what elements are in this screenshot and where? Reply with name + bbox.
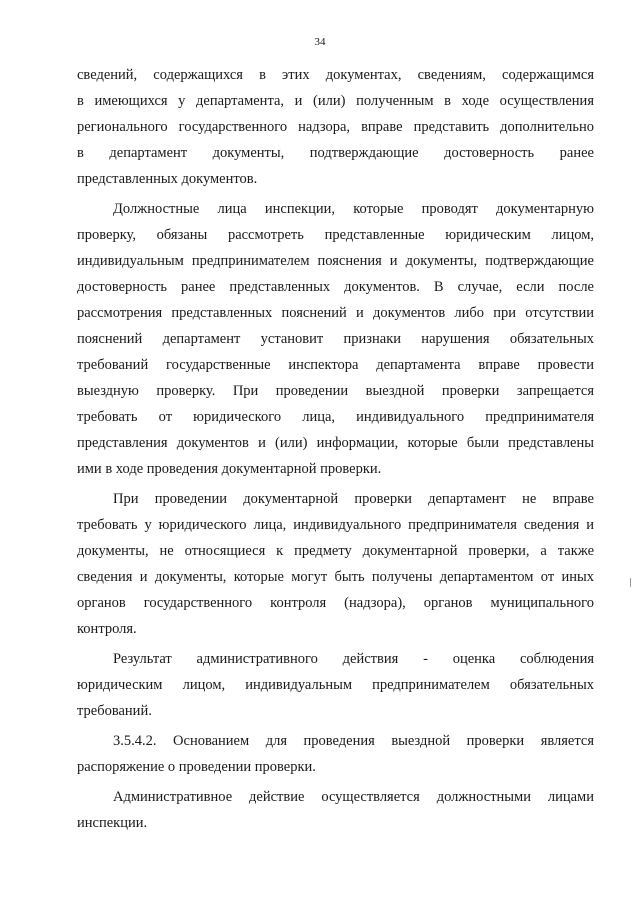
text-line: в имеющихся у департамента, и (или) полученным в ходе осуществления [77,93,594,109]
text-line: инспекции. [77,815,148,831]
scan-mark [630,578,631,587]
text-line: контроля. [77,621,137,637]
text-line: требований государственные инспектора департамента вправе провести [77,357,594,373]
text-line: 3.5.4.2. Основанием для проведения выездной проверки является [113,733,594,749]
text-line: представления документов и (или) информации, которые были представлены [77,435,594,451]
text-line: Административное действие осуществляется должностными лицами [113,789,594,805]
text-line: требовать у юридического лица, индивидуального предпринимателя сведения и [77,517,594,533]
text-line: выездную проверку. При проведении выездной проверки запрещается [77,383,594,399]
text-line: сведения и документы, которые могут быть получены департаментом от иных [77,569,594,585]
text-line: требований. [77,703,152,719]
text-line: требовать от юридического лица, индивидуального предпринимателя [77,409,594,425]
text-line: распоряжение о проведении проверки. [77,759,316,775]
page-number: 34 [314,36,326,48]
text-line: проверку, обязаны рассмотреть представленные юридическим лицом, [77,227,594,243]
text-line: в департамент документы, подтверждающие достоверность ранее [77,145,594,161]
text-line: регионального государственного надзора, вправе представить дополнительно [77,119,594,135]
text-line: Результат административного действия - оценка соблюдения [113,651,594,667]
text-line: При проведении документарной проверки департамент не вправе [113,491,594,507]
text-line: рассмотрения представленных пояснений и документов либо при отсутствии [77,305,594,321]
document-body [77,62,594,836]
text-line: документы, не относящиеся к предмету документарной проверки, а также [77,543,594,559]
text-line: органов государственного контроля (надзора), органов муниципального [77,595,594,611]
text-line: ими в ходе проведения документарной проверки. [77,461,382,477]
text-line: Должностные лица инспекции, которые проводят документарную [113,201,594,217]
text-line: представленных документов. [77,171,258,187]
text-line: достоверность ранее представленных документов. В случае, если после [77,279,594,295]
text-line: индивидуальным предпринимателем пояснения и документы, подтверждающие [77,253,594,269]
text-line: пояснений департамент установит признаки нарушения обязательных [77,331,594,347]
text-line: юридическим лицом, индивидуальным предпринимателем обязательных [77,677,594,693]
text-line: сведений, содержащихся в этих документах, сведениям, содержащимся [77,67,594,83]
